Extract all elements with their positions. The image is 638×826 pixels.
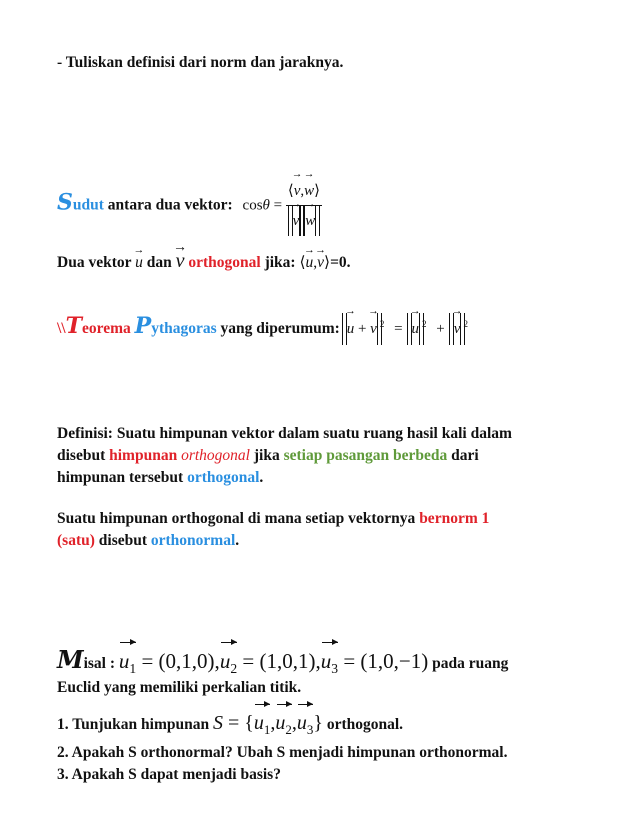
set-open: = { — [222, 712, 254, 734]
vector-v: → v — [454, 315, 461, 343]
vector-v: → v — [294, 178, 301, 204]
teorema-script-t: T — [65, 313, 82, 339]
intro-line: - Tuliskan definisi dari norm dan jaraknya. — [57, 54, 344, 71]
orthogonal-text-3: jika: — [260, 254, 300, 271]
subscript: 2 — [285, 722, 292, 737]
cos-fraction — [286, 178, 322, 234]
subscript: 1 — [263, 722, 271, 737]
orthonormal-text: . — [235, 532, 240, 549]
orthogonal-text-2: dan — [142, 254, 176, 271]
angle-bracket-left: ⟨ — [299, 254, 306, 271]
vector-v-norm: → v — [293, 208, 300, 234]
subscript: 1 — [129, 661, 137, 677]
u1-value: = (0,1,0), — [136, 649, 220, 673]
vector-u: → u — [135, 253, 143, 273]
u-symbol: u — [219, 649, 231, 673]
vector-definitions — [118, 649, 429, 677]
misal-line-2: Euclid yang memiliki perkalian titik. — [57, 679, 302, 696]
definisi-text: disebut — [57, 447, 110, 464]
orthonormal-line-2 — [57, 531, 239, 551]
equals-sign: = — [394, 321, 403, 337]
vector-u3 — [297, 708, 314, 745]
angle-bracket-left: ⟨ — [287, 183, 294, 199]
definisi-text: . — [259, 469, 264, 486]
vector-u3 — [321, 646, 338, 684]
pythagoras-word: ythagoras — [151, 320, 217, 337]
orthonormal-highlight: orthonormal — [150, 532, 236, 549]
sudut-word: udut — [72, 196, 104, 214]
cos-label: cos — [242, 197, 263, 214]
definisi-text: dari — [447, 447, 479, 464]
vector-v: → v — [176, 251, 185, 271]
orthonormal-line-1 — [57, 509, 489, 529]
orthogonal-text-1: Dua vektor — [57, 254, 136, 271]
orthogonal-highlight: orthogonal — [187, 469, 260, 486]
comma: , — [300, 183, 305, 199]
comma: , — [270, 712, 276, 734]
bernorm-highlight: bernorm 1 — [419, 510, 490, 527]
plus-sign: + — [436, 321, 445, 337]
inner-product — [299, 254, 330, 271]
exponent: 2 — [463, 319, 468, 329]
orthogonal-italic-highlight: orthogonal — [181, 447, 250, 464]
teorema-prefix: \\ — [57, 320, 66, 337]
definisi-line-3 — [57, 468, 263, 488]
orthogonal-highlight: orthogonal — [184, 254, 261, 271]
vector-u: → u — [306, 253, 314, 273]
himpunan-highlight: himpunan — [109, 447, 182, 464]
subscript: 3 — [306, 722, 314, 737]
fraction-denominator — [286, 206, 322, 234]
angle-bracket-right: ⟩ — [324, 254, 331, 271]
satu-highlight: (satu) — [57, 532, 95, 549]
question-1 — [57, 708, 403, 745]
norm-u — [409, 315, 423, 343]
definisi-text: jika — [249, 447, 284, 464]
vector-v: → v — [317, 253, 324, 273]
misal-script-m: M — [57, 645, 84, 674]
cos-formula — [243, 178, 323, 234]
vector-w-norm: → w — [305, 208, 315, 234]
question-2: 2. Apakah S orthonormal? Ubah S menjadi himpunan orthonormal. — [57, 744, 508, 761]
set-close: } — [313, 712, 323, 734]
equals-sign: = — [273, 197, 283, 214]
vector-u2 — [275, 708, 292, 745]
angle-bracket-right: ⟩ — [314, 183, 321, 199]
u-symbol: u — [275, 712, 286, 734]
vector-u1 — [254, 708, 271, 745]
orthonormal-text: Suatu himpunan orthogonal di mana setiap vektornya — [57, 510, 420, 527]
pythagoras-formula — [344, 321, 468, 337]
pasangan-highlight: setiap pasangan berbeda — [283, 447, 448, 464]
u3-value: = (1,0,−1) — [338, 649, 429, 673]
exponent: 2 — [379, 319, 385, 329]
sudut-script-letter: S — [57, 189, 73, 216]
theta-symbol: θ — [262, 197, 270, 214]
question-1-text: 1. Tunjukan himpunan — [57, 716, 213, 733]
pythagoras-script-p: P — [134, 313, 152, 339]
teorema-text: yang diperumum: — [216, 320, 344, 337]
definisi-line-2 — [57, 446, 479, 466]
definisi-line-1: Definisi: Suatu himpunan vektor dalam suatu ruang hasil kali dalam — [57, 425, 512, 442]
subscript: 3 — [331, 661, 339, 677]
definisi-text: himpunan tersebut — [57, 469, 188, 486]
sudut-text: antara dua vektor: — [103, 196, 233, 214]
u-symbol: u — [296, 712, 307, 734]
plus-sign: + — [357, 321, 367, 337]
subscript: 2 — [230, 661, 238, 677]
question-3: 3. Apakah S dapat menjadi basis? — [57, 766, 281, 783]
comma: , — [313, 254, 318, 271]
teorema-line — [57, 310, 468, 343]
u2-value: = (1,0,1), — [237, 649, 321, 673]
orthonormal-text: disebut — [94, 532, 151, 549]
vector-w: → w — [304, 178, 314, 204]
norm-v — [451, 315, 464, 343]
misal-tail: pada ruang — [428, 655, 509, 672]
sudut-line — [57, 178, 322, 234]
vector-v: → v — [370, 315, 377, 343]
vector-u: → u — [347, 315, 355, 343]
orthogonal-tail: =0. — [330, 254, 351, 271]
set-s-symbol: S — [212, 712, 223, 734]
vector-u: → u — [412, 315, 420, 343]
orthogonal-line — [57, 251, 351, 273]
misal-label: isal : — [83, 655, 119, 672]
u-symbol: u — [253, 712, 264, 734]
norm-w — [302, 208, 318, 234]
question-1-tail: orthogonal. — [322, 716, 404, 733]
u-symbol: u — [320, 649, 332, 673]
u-symbol: u — [118, 649, 130, 673]
teorema-word: eorema — [82, 320, 131, 337]
comma: , — [291, 712, 297, 734]
exponent: 2 — [422, 319, 427, 329]
norm-u-plus-v — [344, 315, 380, 343]
set-s-formula — [212, 712, 323, 737]
